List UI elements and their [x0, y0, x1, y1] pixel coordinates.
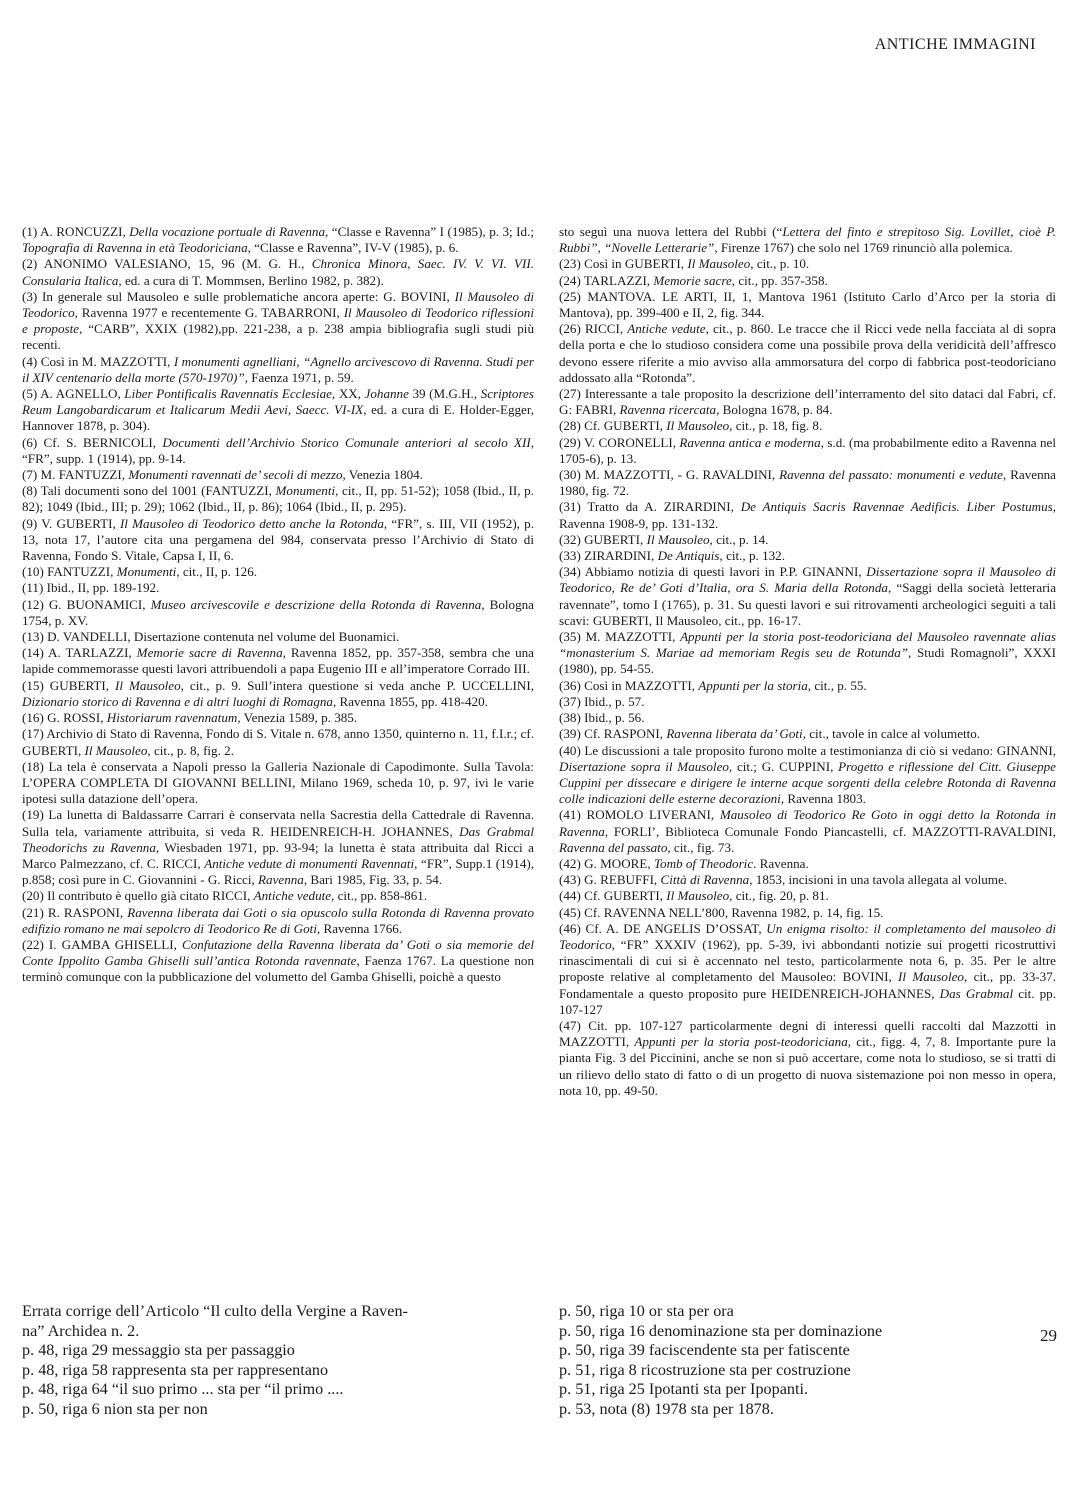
- footnote: (31) Tratto da A. ZIRARDINI, De Antiquis Sacris Ravennae Aedificis. Liber Postumus, Ravenna 1908-9, pp. 131-132.: [559, 499, 1057, 531]
- footnote: (7) M. FANTUZZI, Monumenti ravennati de’ secoli di mezzo, Venezia 1804.: [22, 467, 423, 483]
- footnote: (42) G. MOORE, Tomb of Theodoric. Ravenna.: [559, 855, 809, 871]
- footnote: (4) Così in M. MAZZOTTI, I monumenti agnelliani, “Agnello arcivescovo di Ravenna. Studi per il XIV centenario della morte (570-1970)”, Faenza 1971, p. 59.: [22, 353, 534, 385]
- footnote: (36) Così in MAZZOTTI, Appunti per la storia, cit., p. 55.: [559, 677, 867, 693]
- errata-line: p. 48, riga 29 messaggio sta per passaggio: [22, 1341, 295, 1360]
- footnote: (23) Così in GUBERTI, Il Mausoleo, cit., p. 10.: [559, 256, 810, 272]
- footnote: (45) Cf. RAVENNA NELL’800, Ravenna 1982, p. 14, fig. 15.: [559, 904, 884, 920]
- footnote: (43) G. REBUFFI, Città di Ravenna, 1853, incisioni in una tavola allegata al volume.: [559, 872, 1008, 888]
- footnote: (28) Cf. GUBERTI, Il Mausoleo, cit., p. 18, fig. 8.: [559, 418, 823, 434]
- footnote: sto seguì una nuova lettera del Rubbi (“Lettera del finto e strepitoso Sig. Lovillet, cioè P. Rubbi”, “Novelle Letterarie”, Firenze 1767) che solo nel 1769 rinunciò alla polemica.: [559, 224, 1056, 256]
- errata-line: p. 53, nota (8) 1978 sta per 1878.: [559, 1399, 774, 1418]
- footnote: (17) Archivio di Stato di Ravenna, Fondo di S. Vitale n. 678, anno 1350, quinterno n. 11, f.I.r.; cf. GUBERTI, Il Mausoleo, cit., p. 8, fig. 2.: [22, 726, 534, 758]
- page-number: 29: [1040, 1326, 1057, 1345]
- errata-line: p. 50, riga 16 denominazione sta per dominazione: [559, 1321, 883, 1340]
- footnotes-right-column: [559, 224, 1056, 1099]
- footnote: (16) G. ROSSI, Historiarum ravennatum, Venezia 1589, p. 385.: [22, 710, 358, 726]
- footnote: (21) R. RASPONI, Ravenna liberata dai Goti o sia opuscolo sulla Rotonda di Ravenna provato edifizio romano ne mai sepolcro di Teodorico Re di Goti, Ravenna 1766.: [22, 904, 534, 936]
- footnote: (22) I. GAMBA GHISELLI, Confutazione della Ravenna liberata da’ Goti o sia memorie del Conte Ippolito Gamba Ghiselli sull’antica Rotonda ravennate, Faenza 1767. La questione non terminò comunque con la pubblicazione del volumetto del Gamba Ghiselli, poichè a questo: [22, 936, 534, 985]
- footnote: (1) A. RONCUZZI, Della vocazione portuale di Ravenna, “Classe e Ravenna” I (1985), p. 3; Id.; Topografia di Ravenna in età Teodoriciana, “Classe e Ravenna”, IV-V (1985), p. 6.: [22, 224, 534, 256]
- footnote: (39) Cf. RASPONI, Ravenna liberata da’ Goti, cit., tavole in calce al volumetto.: [559, 726, 981, 742]
- footnote: (47) Cit. pp. 107-127 particolarmente degni di interessi quelli raccolti dal Mazzotti in MAZZOTTI, Appunti per la storia post-teodoriciana, cit., figg. 4, 7, 8. Importante pure la pianta Fig. 3 del Piccinini, anche se non si può accertare, come nota lo studioso, se si tratti di un rilievo dello stato di fatto o di un progetto di nuova sistemazione poi non messo in opera, nota 10, pp. 49-50.: [559, 1017, 1056, 1098]
- errata-line: p. 48, riga 58 rappresenta sta per rappresentano: [22, 1360, 329, 1379]
- footnote: (6) Cf. S. BERNICOLI, Documenti dell’Archivio Storico Comunale anteriori al secolo XII, “FR”, supp. 1 (1914), pp. 9-14.: [22, 434, 535, 466]
- footnote: (2) ANONIMO VALESIANO, 15, 96 (M. G. H., Chronica Minora, Saec. IV. V. VI. VII. Consularia Italica, ed. a cura di T. Mommsen, Berlino 1982, p. 382).: [22, 256, 535, 288]
- footnote: (46) Cf. A. DE ANGELIS D’OSSAT, Un enigma risolto: il completamento del mausoleo di Teodorico, “FR” XXXIV (1962), pp. 5-39, ivi abbondanti notizie sui progetti ricostruttivi rinascimentali di cui si è accennato nel testo, particolarmente nota 6, p. 35. Per le altre proposte relative al completamento del Mausoleo: BOVINI, Il Mausoleo, cit., pp. 33-37. Fondamentale a questo proposito pure HEIDENREICH-JOHANNES, Das Grabmal cit. pp. 107-127: [559, 920, 1057, 1017]
- errata-left-column: [22, 1302, 534, 1420]
- errata-line: p. 50, riga 6 nion sta per non: [22, 1399, 208, 1418]
- footnote: (18) La tela è conservata a Napoli presso la Galleria Nazionale di Capodimonte. Sulla Tavola: L’OPERA COMPLETA DI GIOVANNI BELLINI, Milano 1969, scheda 10, p. 97, ivi le varie ipotesi sulla datazione dell’opera.: [22, 758, 534, 807]
- footnotes-left-column: [22, 224, 534, 986]
- footnote: (35) M. MAZZOTTI, Appunti per la storia post-teodoriciana del Mausoleo ravennate alias “monasterium S. Mariae ad memoriam Regis seu de Rotunda”, Studi Romagnoli”, XXXI (1980), pp. 54-55.: [559, 629, 1056, 677]
- footnote: (14) A. TARLAZZI, Memorie sacre di Ravenna, Ravenna 1852, pp. 357-358, sembra che una lapide commemorasse questi lavori attribuendoli a papa Eugenio III e all’imperatore Corrado III.: [22, 645, 534, 677]
- footnote: (10) FANTUZZI, Monumenti, cit., II, p. 126.: [22, 564, 258, 580]
- footnote: (3) In generale sul Mausoleo e sulle problematiche ancora aperte: G. BOVINI, Il Mausoleo di Teodorico, Ravenna 1977 e recentemente G. TABARRONI, Il Mausoleo di Teodorico riflessioni e proposte, “CARB”, XXIX (1982),pp. 221-238, a p. 238 ampia bibliografia sugli studi più recenti.: [22, 288, 534, 353]
- footnote: (25) MANTOVA. LE ARTI, II, 1, Mantova 1961 (Istituto Carlo d’Arco per la storia di Mantova), pp. 399-400 e II, 2, fig. 344.: [559, 288, 1056, 321]
- footnote: (8) Tali documenti sono del 1001 (FANTUZZI, Monumenti, cit., II, pp. 51-52); 1058 (Ibid., II, p. 82); 1049 (Ibid., III; p. 29); 1062 (Ibid., II, p. 86); 1064 (Ibid., II, p. 295).: [22, 483, 534, 515]
- footnote: (19) La lunetta di Baldassarre Carrari è conservata nella Sacrestia della Cattedrale di Ravenna. Sulla tela, variamente attribuita, si veda R. HEIDENREICH-H. JOHANNES, Das Grabmal Theodorichs zu Ravenna, Wiesbaden 1971, pp. 93-94; la lunetta è stata attribuita dal Ricci a Marco Palmezzano, cf. C. RICCI, Antiche vedute di monumenti Ravennati, “FR”, Supp.1 (1914), p.858; così pure in C. Giovannini - G. Ricci, Ravenna, Bari 1985, Fig. 33, p. 54.: [22, 807, 534, 888]
- footnote: (24) TARLAZZI, Memorie sacre, cit., pp. 357-358.: [559, 272, 828, 288]
- footnote: (27) Interessante a tale proposito la descrizione dell’interramento del sito dataci dal Fabri, cf. G: FABRI, Ravenna ricercata, Bologna 1678, p. 84.: [559, 386, 1056, 418]
- footnote: (29) V. CORONELLI, Ravenna antica e moderna, s.d. (ma probabilmente edito a Ravenna nel 1705-6), p. 13.: [559, 434, 1056, 466]
- errata-line: p. 48, riga 64 “il suo primo ... sta per “il primo ....: [22, 1380, 344, 1399]
- errata-line: p. 50, riga 10 or sta per ora: [559, 1302, 734, 1320]
- errata-line: Errata corrige dell’Articolo “Il culto della Vergine a Raven-: [22, 1302, 408, 1320]
- running-head: ANTICHE IMMAGINI: [874, 36, 1036, 53]
- errata-right-column: [559, 1302, 1019, 1420]
- footnote: (38) Ibid., p. 56.: [559, 710, 645, 726]
- footnote: (11) Ibid., II, pp. 189-192.: [22, 580, 160, 596]
- footnote: (37) Ibid., p. 57.: [559, 693, 645, 709]
- errata-line: p. 51, riga 25 Ipotanti sta per Ipopanti.: [559, 1380, 809, 1399]
- footnote: (34) Abbiamo notizia di questi lavori in P.P. GINANNI, Dissertazione sopra il Mausoleo di Teodorico, Re de’ Goti d’Italia, ora S. Maria della Rotonda, “Saggi della società letteraria ravennate”, tomo I (1765), p. 31. Su questi lavori e sui ritrovamenti archeologici seguiti a tali scavi: GUBERTI, Il Mausoleo, cit., pp. 16-17.: [559, 564, 1057, 628]
- footnote: (13) D. VANDELLI, Disertazione contenuta nel volume del Buonamici.: [22, 629, 400, 645]
- footnote: (20) Il contributo è quello già citato RICCI, Antiche vedute, cit., pp. 858-861.: [22, 888, 428, 904]
- footnote: (41) ROMOLO LIVERANI, Mausoleo di Teodorico Re Goto in oggi detto la Rotonda in Ravenna, FORLI’, Biblioteca Comunale Fondo Piancastelli, cf. MAZZOTTI-RAVALDINI, Ravenna del passato, cit., fig. 73.: [559, 807, 1056, 855]
- footnote: (12) G. BUONAMICI, Museo arcivescovile e descrizione della Rotonda di Ravenna, Bologna 1754, p. XV.: [22, 596, 534, 628]
- footnote: (9) V. GUBERTI, Il Mausoleo di Teodorico detto anche la Rotonda, “FR”, s. III, VII (1952), p. 13, nota 17, l’autore cita una pergamena del 984, conservata presso l’Archivio di Stato di Ravenna, Fondo S. Vitale, Capsa I, II, 6.: [22, 515, 534, 564]
- footnote: (40) Le discussioni a tale proposito furono molte a testimonianza di ciò si vedano: GINANNI, Disertazione sopra il Mausoleo, cit.; G. CUPPINI, Progetto e riflessione del Citt. Giuseppe Cuppini per dissecare e dirigere le interne acque sorgenti della celebre Rotonda di Ravenna colle indicazioni delle esterne decorazioni, Ravenna 1803.: [559, 742, 1056, 807]
- footnote: (26) RICCI, Antiche vedute, cit., p. 860. Le tracce che il Ricci vede nella facciata al di sopra della porta e che lo studioso considera come una possibile prova della veridicità dell’affresco devono essere riferite a mio avviso alla ammorsatura del corpo di fabbrica post-teodoriciano addossato alla “Rotonda”.: [559, 321, 1056, 385]
- errata-line: na” Archidea n. 2.: [22, 1321, 140, 1340]
- footnote: (44) Cf. GUBERTI, Il Mausoleo, cit., fig. 20, p. 81.: [559, 888, 829, 904]
- footnote: (5) A. AGNELLO, Liber Pontificalis Ravennatis Ecclesiae, XX, Johanne 39 (M.G.H., Scriptores Reum Langobardicarum et Italicarum Medii Aevi, Saecc. VI-IX, ed. a cura di E. Holder-Egger, Hannover 1878, p. 304).: [22, 386, 534, 434]
- footnote: (33) ZIRARDINI, De Antiquis, cit., p. 132.: [559, 548, 785, 564]
- footnote: (32) GUBERTI, Il Mausoleo, cit., p. 14.: [559, 531, 769, 547]
- footnote: (15) GUBERTI, Il Mausoleo, cit., p. 9. Sull’intera questione si veda anche P. UCCELLINI, Dizionario storico di Ravenna e di altri luoghi di Romagna, Ravenna 1855, pp. 418-420.: [22, 677, 534, 709]
- errata-line: p. 50, riga 39 faciscendente sta per fatiscente: [559, 1341, 850, 1360]
- footnote: (30) M. MAZZOTTI, - G. RAVALDINI, Ravenna del passato: monumenti e vedute, Ravenna 1980, fig. 72.: [559, 467, 1056, 499]
- errata-line: p. 51, riga 8 ricostruzione sta per costruzione: [559, 1360, 851, 1379]
